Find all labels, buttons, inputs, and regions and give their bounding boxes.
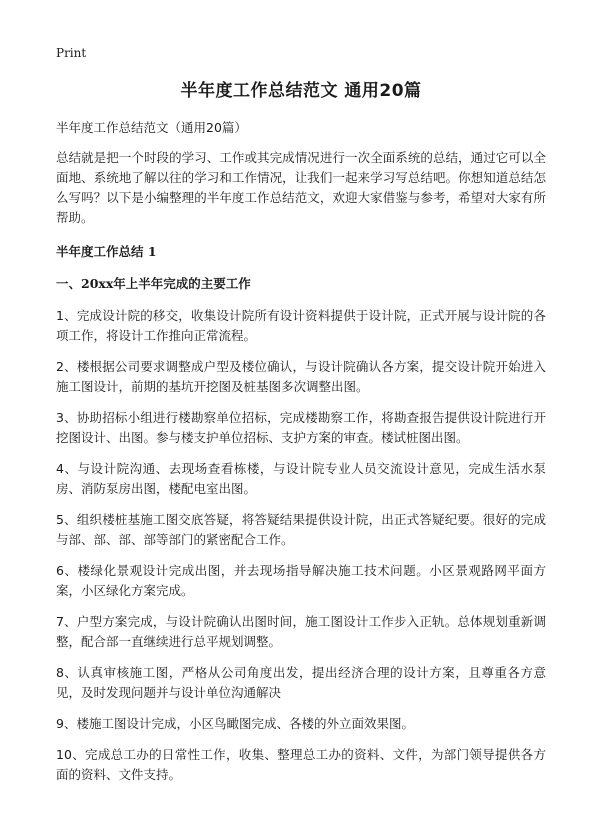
document-body: [56, 78, 546, 796]
list-item: 4、与设计院沟通、去现场查看栋楼，与设计院专业人员交流设计意见，完成生活水泵房、消防泵房出图，楼配电室出图。: [56, 461, 546, 496]
intro-paragraph: 总结就是把一个时段的学习、工作或其完成情况进行一次全面系统的总结，通过它可以全面地、系统地了解以往的学习和工作情况，让我们一起来学习写总结吧。你想知道总结怎么写吗？以下是小编整理的半年度工作总结范文，欢迎大家借鉴与参考，希望对大家有所帮助。: [56, 150, 546, 225]
list-item: 1、完成设计院的移交，收集设计院所有设计资料提供于设计院，正式开展与设计院的各项工作，将设计工作推向正常流程。: [56, 308, 546, 343]
work-item-list: [56, 306, 546, 785]
list-item: 5、组织楼桩基施工图交底答疑，将答疑结果提供设计院，出正式答疑纪要。很好的完成与部、部、部、部等部门的紧密配合工作。: [56, 512, 546, 547]
document-subtitle: 半年度工作总结范文（通用20篇）: [56, 120, 247, 135]
list-item: 7、户型方案完成，与设计院确认出图时间，施工图设计工作步入正轨。总体规划重新调整，配合部一直继续进行总平规划调整。: [56, 614, 546, 649]
subsection-title: 一、20xx年上半年完成的主要工作: [56, 276, 251, 291]
list-item: 10、完成总工办的日常性工作，收集、整理总工办的资料、文件，为部门领导提供各方面的资料、文件支持。: [56, 747, 546, 782]
section-title: 半年度工作总结 1: [56, 244, 157, 259]
list-item: 8、认真审核施工图，严格从公司角度出发，提出经济合理的设计方案，且尊重各方意见，及时发现问题并与设计单位沟通解决: [56, 665, 546, 700]
list-item: 2、楼根据公司要求调整成户型及楼位确认，与设计院确认各方案，提交设计院开始进入施工图设计，前期的基坑开挖图及桩基图多次调整出图。: [56, 359, 546, 394]
list-item: 9、楼施工图设计完成，小区鸟瞰图完成、各楼的外立面效果图。: [56, 716, 414, 731]
print-link[interactable]: Print: [56, 46, 87, 60]
page-title: 半年度工作总结范文 通用20篇: [180, 81, 422, 101]
list-item: 6、楼绿化景观设计完成出图，并去现场指导解决施工技术问题。小区景观路网平面方案，小区绿化方案完成。: [56, 563, 546, 598]
list-item: 3、协助招标小组进行楼勘察单位招标，完成楼勘察工作，将勘查报告提供设计院进行开挖图设计、出图。参与楼支护单位招标、支护方案的审查。楼试桩图出图。: [56, 410, 546, 445]
